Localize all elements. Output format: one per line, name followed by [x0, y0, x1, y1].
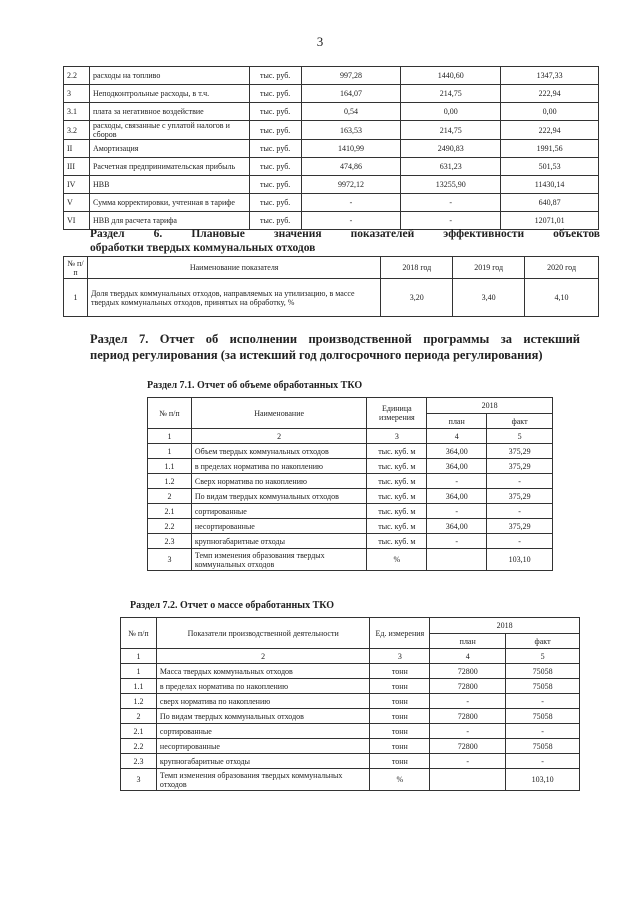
- table-row: 1 Масса твердых коммунальных отходов тонн 72800 75058: [121, 664, 580, 679]
- table-row: 1.1 в пределах норматива по накоплению тыс. куб. м 364,00 375,29: [148, 459, 553, 474]
- table-row: 2.2 несортированные тонн 72800 75058: [121, 739, 580, 754]
- table-row: 3 Темп изменения образования твердых коммунальных отходов % 103,10: [148, 549, 553, 571]
- mass-table-body: [121, 649, 580, 791]
- table-row: 2 По видам твердых коммунальных отходов тонн 72800 75058: [121, 709, 580, 724]
- table-row: 2.1 сортированные тыс. куб. м - -: [148, 504, 553, 519]
- table-row: 2 По видам твердых коммунальных отходов тыс. куб. м 364,00 375,29: [148, 489, 553, 504]
- section71-heading: Раздел 7.1. Отчет об объеме обработанных ТКО: [147, 380, 363, 391]
- table-row: 1.2 сверх норматива по накоплению тонн - -: [121, 694, 580, 709]
- table-row: V Сумма корректировки, учтенная в тарифе тыс. руб. - - 640,87: [64, 194, 599, 212]
- volume-table: № п/п Наименование Единица измерения 2018 план факт 1 2 3 4 5 1 Объем твердых коммунальных отходов тыс. куб. м 364,00 375,29 1.1 в пределах норматива по накоплению тыс. куб. м 364,00 375,29 1.2 Сверх норматива по накоплению тыс. куб. м - - 2 По видам твердых коммунальных отходов тыс. куб. м 364,00 375,29 2.1 сортированные тыс. куб. м - - 2.2 несортированные тыс. куб. м 364,00 375,29 2.3 крупногабаритные отходы тыс. куб. м - - 3 Темп изменения образования твердых коммунальных отходов % 103,10: [147, 397, 553, 571]
- table-row: 1.2 Сверх норматива по накоплению тыс. куб. м - -: [148, 474, 553, 489]
- col-2018: 2018 год: [381, 257, 453, 279]
- volume-table-body: [148, 429, 553, 571]
- table-row: 3 Неподконтрольные расходы, в т.ч. тыс. руб. 164,07 214,75 222,94: [64, 85, 599, 103]
- mass-table: № п/п Показатели производственной деятельности Ед. измерения 2018 план факт 1 2 3 4 5 1 Масса твердых коммунальных отходов тонн 72800 75058 1.1 в пределах норматива по накоплению тонн 72800 75058 1.2 сверх норматива по накоплению тонн - - 2 По видам твердых коммунальных отходов тонн 72800 75058 2.1 сортированные тонн - - 2.2 несортированные тонн 72800 75058 2.3 крупногабаритные отходы тонн - - 3 Темп изменения образования твердых коммунальных отходов % 103,10: [120, 617, 580, 791]
- efficiency-table: [63, 256, 599, 317]
- page-number: 3: [316, 34, 324, 49]
- col-2019: 2019 год: [453, 257, 525, 279]
- table-row: 1 Объем твердых коммунальных отходов тыс. куб. м 364,00 375,29: [148, 444, 553, 459]
- table-row: 2.2 расходы на топливо тыс. руб. 997,28 1440,60 1347,33: [64, 67, 599, 85]
- table-row: 1 Доля твердых коммунальных отходов, направляемых на утилизацию, в массе твердых коммунальных отходов, принятых на обработку, % 3,20 3,40 4,10: [64, 279, 599, 317]
- table-row: 3 Темп изменения образования твердых коммунальных отходов % 103,10: [121, 769, 580, 791]
- table-row: II Амортизация тыс. руб. 1410,99 2490,83 1991,56: [64, 140, 599, 158]
- table-row: 1.1 в пределах норматива по накоплению тонн 72800 75058: [121, 679, 580, 694]
- index-row: 1 2 3 4 5: [148, 429, 553, 444]
- table-row: 3.1 плата за негативное воздействие тыс. руб. 0,54 0,00 0,00: [64, 103, 599, 121]
- section6-heading-line1: Раздел 6. Плановые значения показателей эффективности объектов: [90, 228, 600, 240]
- col-n: № п/п: [64, 257, 88, 279]
- col-name: Наименование показателя: [87, 257, 380, 279]
- table-row: IV НВВ тыс. руб. 9972,12 13255,90 11430,14: [64, 176, 599, 194]
- table-row: 2.1 сортированные тонн - -: [121, 724, 580, 739]
- section6-heading-line2: обработки твердых коммунальных отходов: [90, 242, 316, 254]
- costs-table: [63, 66, 599, 230]
- costs-table-body: [64, 67, 599, 230]
- table-row: III Расчетная предпринимательская прибыль тыс. руб. 474,86 631,23 501,53: [64, 158, 599, 176]
- section7-heading-line1: Раздел 7. Отчет об исполнении производственной программы за истекший: [90, 332, 580, 346]
- section72-heading: Раздел 7.2. Отчет о массе обработанных ТКО: [130, 600, 335, 611]
- table-row: VI НВВ для расчета тарифа тыс. руб. - - 12071,01: [64, 212, 599, 230]
- col-2020: 2020 год: [525, 257, 599, 279]
- table-row: 3.2 расходы, связанные с уплатой налогов и сборов тыс. руб. 163,53 214,75 222,94: [64, 121, 599, 140]
- table-row: 2.3 крупногабаритные отходы тонн - -: [121, 754, 580, 769]
- section7-heading-line2: период регулирования (за истекший год долгосрочного периода регулирования): [90, 348, 543, 362]
- index-row: 1 2 3 4 5: [121, 649, 580, 664]
- table-row: 2.3 крупногабаритные отходы тыс. куб. м - -: [148, 534, 553, 549]
- table-row: 2.2 несортированные тыс. куб. м 364,00 375,29: [148, 519, 553, 534]
